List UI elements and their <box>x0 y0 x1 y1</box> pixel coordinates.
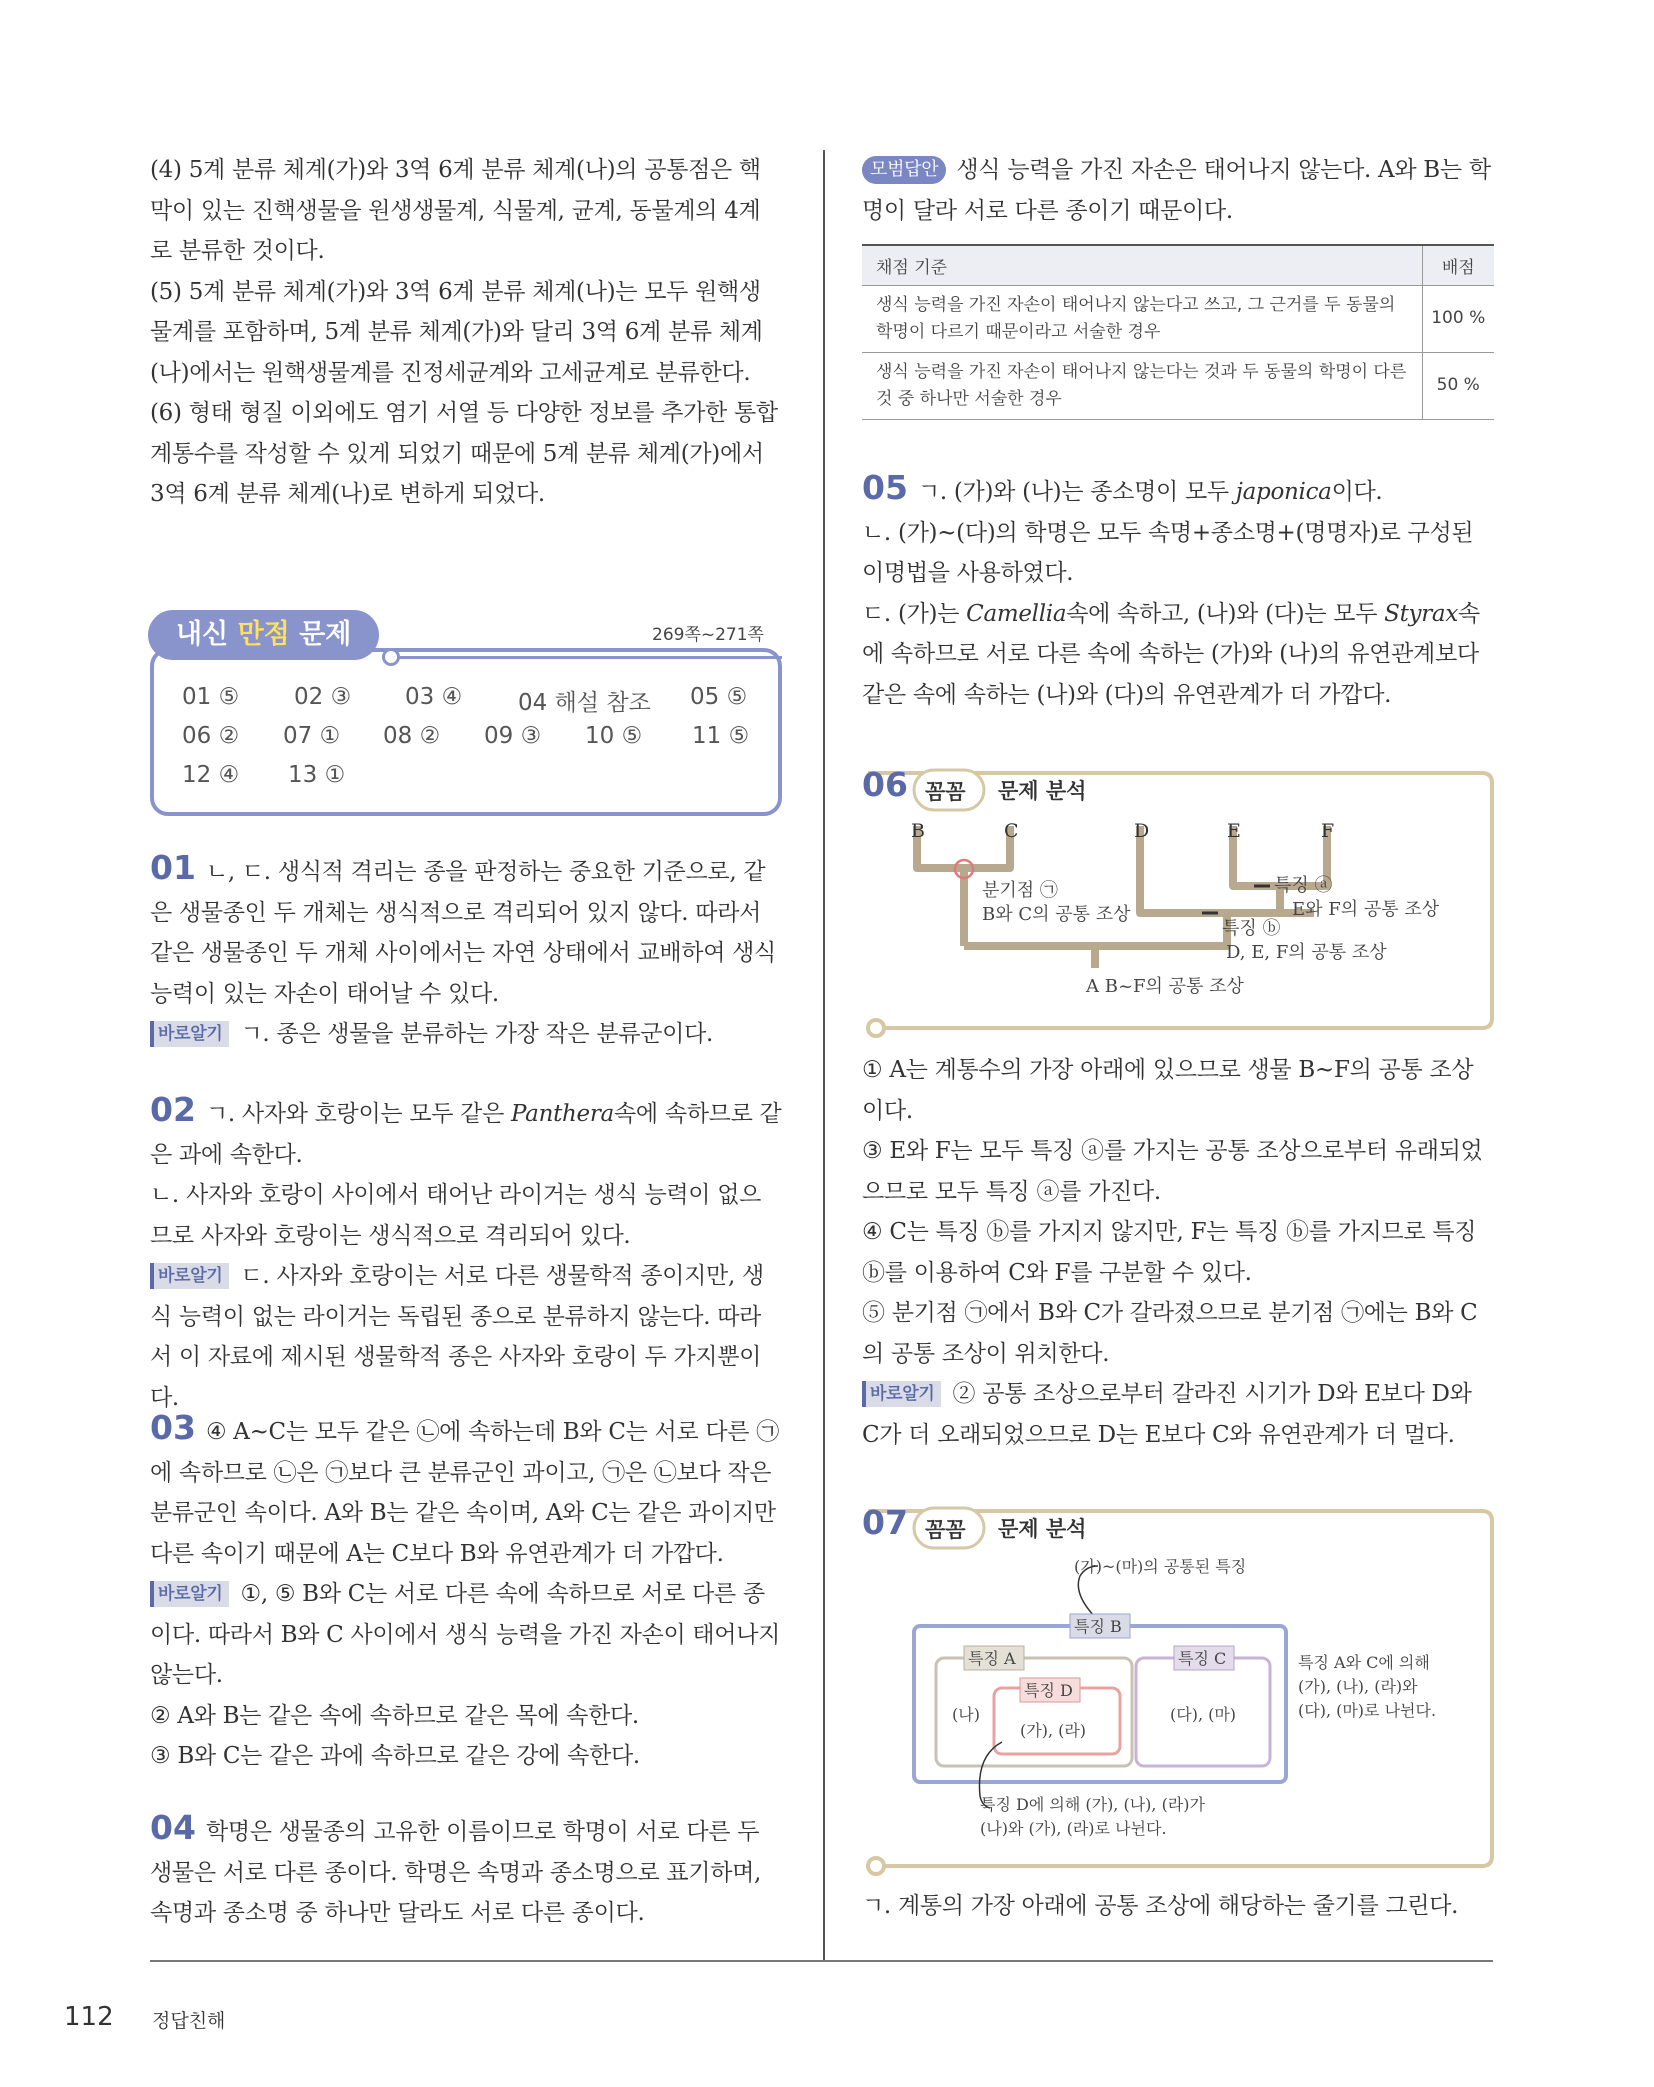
answer-06: 06 ② <box>182 723 240 749</box>
q06-bc-ancestor: B와 C의 공통 조상 <box>982 904 1131 925</box>
table-row: 생식 능력을 가진 자손이 태어나지 않는다고 쓰고, 그 근거를 두 동물의 학명이 다르기 때문이라고 서술한 경우 100 % <box>862 285 1494 352</box>
q07-side-note-2: (가), (나), (라)와 <box>1298 1677 1418 1696</box>
q06-badge-text: 꼼꼼 <box>925 780 966 804</box>
q07-badge-text: 꼼꼼 <box>925 1518 966 1542</box>
question-06-explanation: ① A는 계통수의 가장 아래에 있으므로 생물 B~F의 공통 조상이다. ③ E와 F는 모두 특징 ⓐ를 가지는 공통 조상으로부터 유래되었으므로 모두 특징 ⓐ를 가진다. ④ C는 특징 ⓑ를 가지지 않지만, F는 특징 ⓑ를 가지므로 특징 ⓑ를 이용하여 C와 F를 구분할 수 있다. ⑤ 분기점 ㉠에서 B와 C가 갈라졌으므로 분기점 ㉠에는 B와 C의 공통 조상이 위치한다. 바로알기 ② 공통 조상으로부터 갈라진 시기가 D와 E보다 D와 C가 더 오래되었으므로 D는 E보다 C와 유연관계가 더 멀다. <box>862 1057 1483 1448</box>
q07-bottom-note-2: (나)와 (가), (라)로 나뉜다. <box>980 1819 1167 1838</box>
footer-rule <box>150 1960 1493 1962</box>
q07-group-gara: (가), (라) <box>1020 1721 1087 1740</box>
answer-11: 11 ⑤ <box>692 723 750 749</box>
answer-box-title: 내신 만점 문제 <box>148 610 379 660</box>
q06-phylogenetic-tree <box>862 768 1502 1038</box>
q07-title: 문제 분석 <box>998 1517 1087 1541</box>
q07-group-dama: (다), (마) <box>1170 1705 1237 1724</box>
question-number: 05 <box>862 468 908 507</box>
question-number: 02 <box>150 1090 196 1129</box>
table-row: 생식 능력을 가진 자손이 태어나지 않는다는 것과 두 동물의 학명이 다른 것 중 하나만 서술한 경우 50 % <box>862 352 1494 419</box>
question-07-explanation: ㄱ. 계통의 가장 아래에 공통 조상에 해당하는 줄기를 그린다. <box>862 1893 1459 1919</box>
q07-side-note-1: 특징 A와 C에 의해 <box>1298 1653 1430 1672</box>
scoring-table <box>862 244 1494 420</box>
svg-text:특징 A: 특징 A <box>968 1649 1016 1668</box>
answer-03: 03 ④ <box>405 684 463 710</box>
question-number: 01 <box>150 848 196 887</box>
question-03: 03 ④ A~C는 모두 같은 ㉡에 속하는데 B와 C는 서로 다른 ㉠에 속하므로 ㉡은 ㉠보다 큰 분류군인 과이고, ㉠은 ㉡보다 작은 분류군인 속이다. A와 B는 같은 속이며, A와 C는 같은 과이지만 다른 속이기 때문에 A는 C보다 B와 유연관계가 더 가깝다. 바로알기 ①, ⑤ B와 C는 서로 다른 속에 속하므로 서로 다른 종이다. 따라서 B와 C 사이에서 생식 능력을 가진 자손이 태어나지 않는다. ② A와 B는 같은 속에 속하므로 같은 목에 속한다. ③ B와 C는 같은 과에 속하므로 같은 강에 속한다. <box>150 1408 781 1769</box>
q07-side-note-3: (다), (마)로 나뉜다. <box>1298 1701 1437 1720</box>
q06-all-ancestor: A B~F의 공통 조상 <box>1086 976 1244 997</box>
answer-box <box>150 648 782 816</box>
question-number: 06 <box>862 768 908 804</box>
intro-section <box>150 150 782 515</box>
svg-text:특징 C: 특징 C <box>1178 1649 1227 1668</box>
answer-05: 05 ⑤ <box>690 684 748 710</box>
answer-13: 13 ① <box>288 762 346 788</box>
answer-10: 10 ⑤ <box>585 723 643 749</box>
scoring-header-score: 배점 <box>1422 245 1494 285</box>
intro-item-4: (4) 5계 분류 체계(가)와 3역 6계 분류 체계(나)의 공통점은 핵막이 있는 진핵생물을 원생생물계, 식물계, 균계, 동물계의 4계로 분류한 것이다. <box>150 157 761 264</box>
q06-feature-a: 특징 ⓐ <box>1274 875 1333 896</box>
correction-tag: 바로알기 <box>150 1581 229 1607</box>
svg-text:특징 D: 특징 D <box>1024 1681 1073 1700</box>
q07-top-note: (가)~(마)의 공통된 특징 <box>1074 1557 1247 1576</box>
q06-def-ancestor: D, E, F의 공통 조상 <box>1226 942 1387 963</box>
q06-feature-b: 특징 ⓑ <box>1222 918 1281 939</box>
answer-02: 02 ③ <box>294 684 352 710</box>
svg-text:특징 B: 특징 B <box>1074 1617 1122 1636</box>
intro-item-5: (5) 5계 분류 체계(가)와 3역 6계 분류 체계(나)는 모두 원핵생물계를 포함하며, 5계 분류 체계(가)와 달리 3역 6계 분류 체계(나)에서는 원핵생물계를 진정세균계와 고세균계로 분류한다. <box>150 278 763 386</box>
q07-group-na: (나) <box>952 1705 980 1724</box>
q07-frame-dot <box>868 1858 884 1874</box>
answer-04: 04 해설 참조 <box>518 690 651 716</box>
taxon-C: C <box>1004 820 1019 842</box>
answer-box-dot <box>382 648 400 666</box>
model-answer: 모범답안 생식 능력을 가진 자손은 태어나지 않는다. A와 B는 학명이 달라 서로 다른 종이기 때문이다. <box>862 157 1491 224</box>
column-divider <box>823 150 825 1962</box>
answer-box-rule <box>386 656 782 659</box>
answer-12: 12 ④ <box>182 762 240 788</box>
scoring-header-criteria: 채점 기준 <box>862 245 1422 285</box>
q07-bottom-note-1: 특징 D에 의해 (가), (나), (라)가 <box>980 1795 1205 1814</box>
question-number: 03 <box>150 1408 196 1447</box>
intro-item-6: (6) 형태 형질 이외에도 염기 서열 등 다양한 정보를 추가한 통합 계통수를 작성할 수 있게 되었기 때문에 5계 분류 체계(가)에서 3역 6계 분류 체계(나)로 변하게 되었다. <box>150 400 778 507</box>
taxon-E: E <box>1227 820 1241 842</box>
answer-08: 08 ② <box>383 723 441 749</box>
taxon-D: D <box>1134 820 1150 842</box>
q07-feature-diagram <box>862 1506 1502 1876</box>
q06-feature-ticks <box>1202 886 1270 913</box>
q06-title: 문제 분석 <box>998 779 1087 803</box>
q06-ef-ancestor: E와 F의 공통 조상 <box>1292 899 1440 920</box>
question-01: 01 ㄴ, ㄷ. 생식적 격리는 종을 판정하는 중요한 기준으로, 같은 생물종인 두 개체는 생식적으로 격리되어 있지 않다. 따라서 같은 생물종인 두 개체 사이에서는 자연 상태에서 교배하여 생식 능력이 있는 자손이 태어날 수 있다. 바로알기 ㄱ. 종은 생물을 분류하는 가장 작은 분류군이다. <box>150 848 776 1047</box>
correction-tag: 바로알기 <box>150 1263 229 1289</box>
question-number: 07 <box>862 1506 908 1542</box>
question-number: 04 <box>150 1808 196 1847</box>
question-05: 05 ㄱ. (가)와 (나)는 종소명이 모두 japonica이다. ㄴ. (가)~(다)의 학명은 모두 속명+종소명+(명명자)로 구성된 이명법을 사용하였다. ㄷ. (가)는 Camellia속에 속하고, (나)와 (다)는 모두 Styrax속에 속하므로 서로 다른 속에 속하는 (가)와 (나)의 유연관계보다 같은 속에 속하는 (나)와 (다)의 유연관계가 더 가깝다. <box>862 468 1480 708</box>
q06-frame-dot <box>868 1020 884 1036</box>
answer-09: 09 ③ <box>484 723 542 749</box>
page-label: 정답친해 <box>152 2010 226 2032</box>
correction-tag: 바로알기 <box>862 1381 941 1407</box>
q06-node-label: 분기점 ㉠ <box>982 880 1058 901</box>
question-04: 04 학명은 생물종의 고유한 이름이므로 학명이 서로 다른 두 생물은 서로 다른 종이다. 학명은 속명과 종소명으로 표기하며, 속명과 종소명 중 하나만 달라도 서로 다른 종이다. <box>150 1808 762 1926</box>
answer-box-pages: 269쪽~271쪽 <box>652 625 764 645</box>
correction-tag: 바로알기 <box>150 1021 229 1047</box>
taxon-B: B <box>911 820 925 842</box>
answer-07: 07 ① <box>283 723 341 749</box>
taxon-F: F <box>1321 820 1335 842</box>
question-02: 02 ㄱ. 사자와 호랑이는 모두 같은 Panthera속에 속하므로 같은 과에 속한다. ㄴ. 사자와 호랑이 사이에서 태어난 라이거는 생식 능력이 없으므로 사자와 호랑이는 생식적으로 격리되어 있다. 바로알기 ㄷ. 사자와 호랑이는 서로 다른 생물학적 종이지만, 생식 능력이 없는 라이거는 독립된 종으로 분류하지 않는다. 따라서 이 자료에 제시된 생물학적 종은 사자와 호랑이 두 가지뿐이다. <box>150 1090 782 1411</box>
model-answer-badge: 모범답안 <box>862 156 946 184</box>
answer-01: 01 ⑤ <box>182 684 240 710</box>
page-number: 112 <box>64 2002 114 2032</box>
